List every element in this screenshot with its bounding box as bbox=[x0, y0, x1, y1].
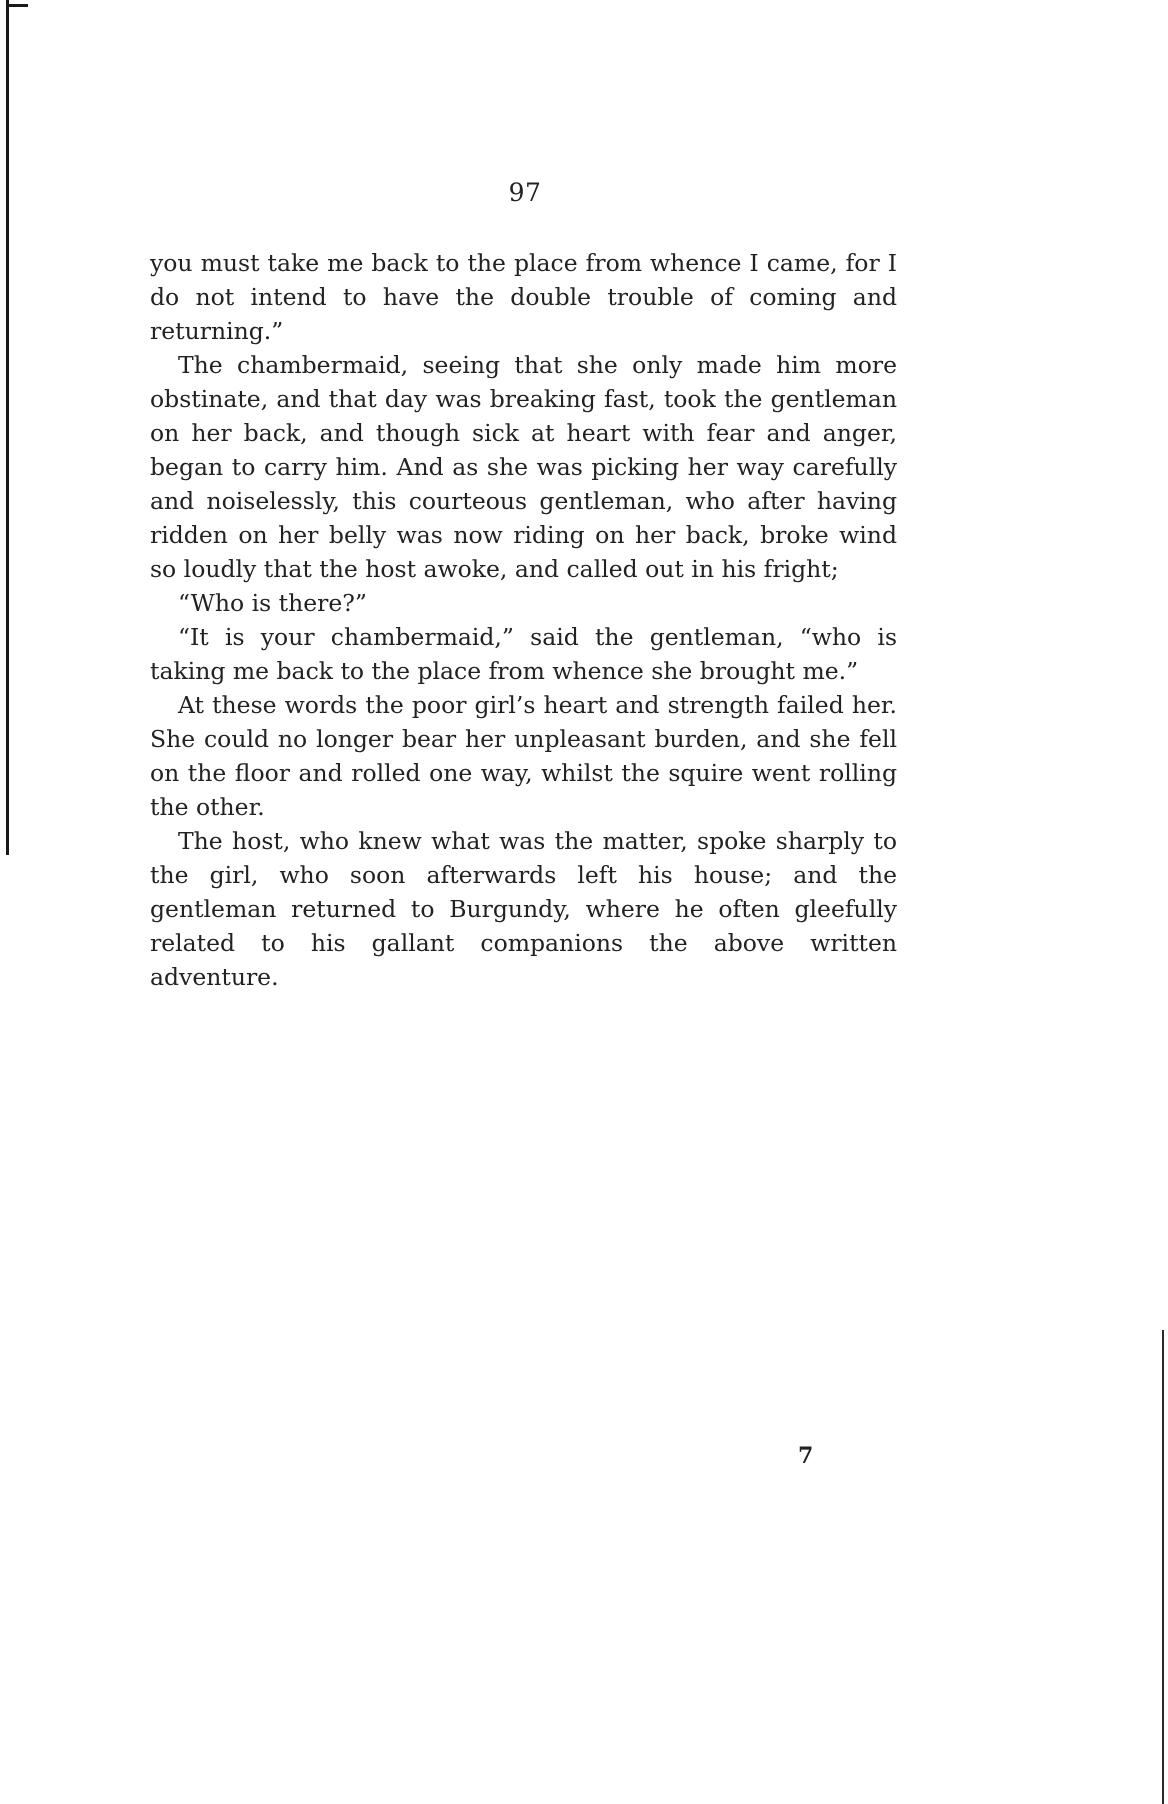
signature-mark: 7 bbox=[798, 1443, 814, 1469]
paragraph: “It is your chambermaid,” said the gentleman, “who is taking me back to the place from whence she brought me.” bbox=[150, 623, 897, 685]
body-text bbox=[150, 246, 897, 994]
paragraph: The host, who knew what was the matter, spoke sharply to the girl, who soon afterwards left his house; and the gentleman returned to Burgundy, where he often gleefully related to his gallant companions the above written adventure. bbox=[150, 827, 897, 991]
paragraph: “Who is there?” bbox=[178, 589, 367, 617]
paragraph: The chambermaid, seeing that she only made him more obstinate, and that day was breaking fast, took the gentleman on her back, and though sick at heart with fear and anger, began to carry him. And as she was picking her way carefully and noiselessly, this courteous gentleman, who after having ridden on her belly was now riding on her back, broke wind so loudly that the host awoke, and called out in his fright; bbox=[150, 351, 897, 583]
page-number: 97 bbox=[508, 178, 542, 207]
page-edge-right bbox=[1162, 1330, 1164, 1804]
binding-edge bbox=[6, 0, 9, 855]
paragraph: you must take me back to the place from whence I came, for I do not intend to have the double trouble of coming and returning.” bbox=[150, 249, 897, 345]
binding-edge-corner bbox=[6, 4, 28, 7]
paragraph: At these words the poor girl’s heart and strength failed her. She could no longer bear her unpleasant burden, and she fell on the floor and rolled one way, whilst the squire went rolling the other. bbox=[150, 691, 897, 821]
